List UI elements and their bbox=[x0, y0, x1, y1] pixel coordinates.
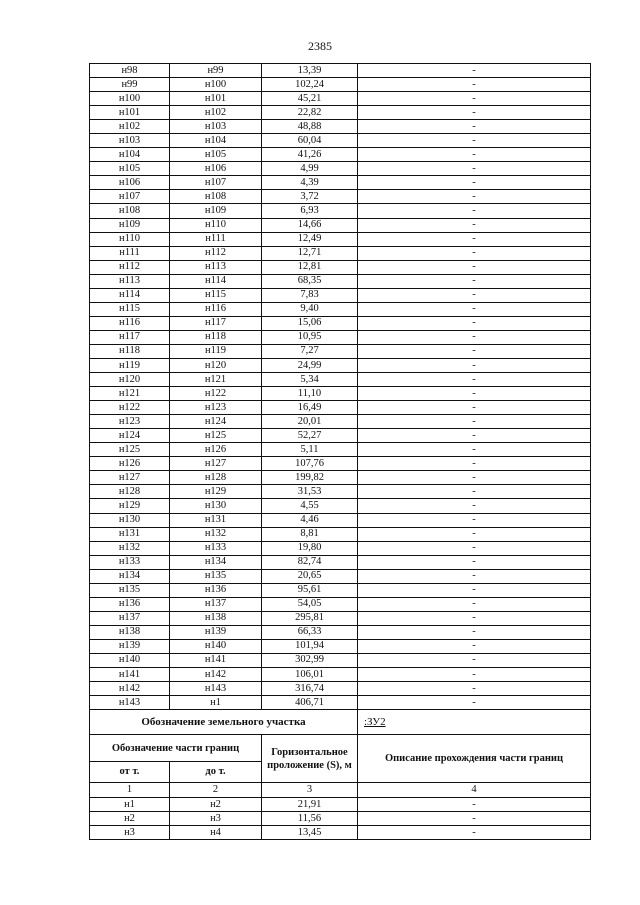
description-cell: - bbox=[358, 682, 591, 696]
from-point-cell: н108 bbox=[90, 204, 170, 218]
table-row bbox=[90, 344, 591, 358]
description-cell: - bbox=[358, 812, 591, 826]
distance-cell: 20,01 bbox=[262, 415, 358, 429]
table-row bbox=[90, 260, 591, 274]
table-row bbox=[90, 541, 591, 555]
description-cell: - bbox=[358, 513, 591, 527]
distance-cell: 31,53 bbox=[262, 485, 358, 499]
table-row bbox=[90, 485, 591, 499]
from-point-cell: н115 bbox=[90, 302, 170, 316]
from-point-cell: н128 bbox=[90, 485, 170, 499]
table-row bbox=[90, 611, 591, 625]
from-point-cell: н130 bbox=[90, 513, 170, 527]
description-cell: - bbox=[358, 344, 591, 358]
distance-cell: 102,24 bbox=[262, 78, 358, 92]
to-point-cell: н118 bbox=[170, 330, 262, 344]
from-point-cell: н98 bbox=[90, 64, 170, 78]
to-point-cell: н119 bbox=[170, 344, 262, 358]
description-cell: - bbox=[358, 232, 591, 246]
to-point-cell: н143 bbox=[170, 682, 262, 696]
distance-cell: 106,01 bbox=[262, 668, 358, 682]
distance-cell: 52,27 bbox=[262, 429, 358, 443]
description-cell: - bbox=[358, 162, 591, 176]
distance-cell: 7,27 bbox=[262, 344, 358, 358]
description-cell: - bbox=[358, 218, 591, 232]
table-row bbox=[90, 288, 591, 302]
table-row bbox=[90, 639, 591, 653]
table-row bbox=[90, 302, 591, 316]
to-point-cell: н99 bbox=[170, 64, 262, 78]
to-point-cell: н125 bbox=[170, 429, 262, 443]
table-row bbox=[90, 798, 591, 812]
distance-cell: 101,94 bbox=[262, 639, 358, 653]
to-point-cell: н116 bbox=[170, 302, 262, 316]
from-point-cell: н131 bbox=[90, 527, 170, 541]
page-number: 2385 bbox=[308, 39, 332, 53]
distance-cell: 4,46 bbox=[262, 513, 358, 527]
description-cell: - bbox=[358, 499, 591, 513]
column-number: 2 bbox=[170, 783, 262, 798]
from-point-cell: н107 bbox=[90, 190, 170, 204]
distance-cell: 12,81 bbox=[262, 260, 358, 274]
distance-cell: 4,99 bbox=[262, 162, 358, 176]
description-cell: - bbox=[358, 148, 591, 162]
from-point-cell: н101 bbox=[90, 106, 170, 120]
to-point-cell: н139 bbox=[170, 625, 262, 639]
description-cell: - bbox=[358, 176, 591, 190]
table-row bbox=[90, 316, 591, 330]
from-point-cell: н118 bbox=[90, 344, 170, 358]
description-cell: - bbox=[358, 302, 591, 316]
description-cell: - bbox=[358, 569, 591, 583]
to-point-cell: н114 bbox=[170, 274, 262, 288]
to-point-cell: н135 bbox=[170, 569, 262, 583]
parcel-label: Обозначение земельного участка bbox=[90, 710, 358, 735]
distance-cell: 12,49 bbox=[262, 232, 358, 246]
from-point-cell: н120 bbox=[90, 373, 170, 387]
to-point-cell: н3 bbox=[170, 812, 262, 826]
description-cell: - bbox=[358, 204, 591, 218]
distance-cell: 15,06 bbox=[262, 316, 358, 330]
to-point-cell: н117 bbox=[170, 316, 262, 330]
from-header: от т. bbox=[90, 762, 170, 783]
from-point-cell: н129 bbox=[90, 499, 170, 513]
distance-cell: 295,81 bbox=[262, 611, 358, 625]
description-cell: - bbox=[358, 597, 591, 611]
from-point-cell: н135 bbox=[90, 583, 170, 597]
table-row bbox=[90, 471, 591, 485]
distance-cell: 10,95 bbox=[262, 330, 358, 344]
to-point-cell: н136 bbox=[170, 583, 262, 597]
boundary-table bbox=[89, 63, 591, 840]
from-point-cell: н134 bbox=[90, 569, 170, 583]
distance-cell: 48,88 bbox=[262, 120, 358, 134]
distance-cell: 20,65 bbox=[262, 569, 358, 583]
to-point-cell: н104 bbox=[170, 134, 262, 148]
from-point-cell: н113 bbox=[90, 274, 170, 288]
to-point-cell: н4 bbox=[170, 826, 262, 840]
to-point-cell: н111 bbox=[170, 232, 262, 246]
table-row bbox=[90, 106, 591, 120]
from-point-cell: н132 bbox=[90, 541, 170, 555]
description-cell: - bbox=[358, 64, 591, 78]
description-cell: - bbox=[358, 274, 591, 288]
distance-cell: 82,74 bbox=[262, 555, 358, 569]
from-point-cell: н3 bbox=[90, 826, 170, 840]
distance-cell: 22,82 bbox=[262, 106, 358, 120]
from-point-cell: н1 bbox=[90, 798, 170, 812]
distance-cell: 66,33 bbox=[262, 625, 358, 639]
from-point-cell: н143 bbox=[90, 696, 170, 710]
column-number: 3 bbox=[262, 783, 358, 798]
description-cell: - bbox=[358, 555, 591, 569]
from-point-cell: н104 bbox=[90, 148, 170, 162]
from-point-cell: н142 bbox=[90, 682, 170, 696]
from-point-cell: н102 bbox=[90, 120, 170, 134]
table-row bbox=[90, 148, 591, 162]
table-row bbox=[90, 218, 591, 232]
description-header: Описание прохождения части границ bbox=[358, 735, 591, 783]
parcel-id: :ЗУ2 bbox=[358, 710, 591, 735]
from-point-cell: н124 bbox=[90, 429, 170, 443]
distance-cell: 24,99 bbox=[262, 358, 358, 372]
description-cell: - bbox=[358, 457, 591, 471]
table-row bbox=[90, 373, 591, 387]
to-point-cell: н105 bbox=[170, 148, 262, 162]
to-point-cell: н138 bbox=[170, 611, 262, 625]
from-point-cell: н111 bbox=[90, 246, 170, 260]
from-point-cell: н122 bbox=[90, 401, 170, 415]
from-point-cell: н110 bbox=[90, 232, 170, 246]
from-point-cell: н140 bbox=[90, 653, 170, 667]
table-row bbox=[90, 387, 591, 401]
from-point-cell: н121 bbox=[90, 387, 170, 401]
distance-cell: 7,83 bbox=[262, 288, 358, 302]
description-cell: - bbox=[358, 668, 591, 682]
table-row bbox=[90, 457, 591, 471]
description-cell: - bbox=[358, 826, 591, 840]
description-cell: - bbox=[358, 316, 591, 330]
to-point-cell: н141 bbox=[170, 653, 262, 667]
description-cell: - bbox=[358, 134, 591, 148]
boundary-rows-zu2 bbox=[90, 798, 591, 840]
from-point-cell: н123 bbox=[90, 415, 170, 429]
distance-cell: 11,10 bbox=[262, 387, 358, 401]
description-cell: - bbox=[358, 653, 591, 667]
from-point-cell: н119 bbox=[90, 358, 170, 372]
table-row bbox=[90, 232, 591, 246]
description-cell: - bbox=[358, 415, 591, 429]
from-point-cell: н136 bbox=[90, 597, 170, 611]
distance-cell: 5,34 bbox=[262, 373, 358, 387]
distance-cell: 107,76 bbox=[262, 457, 358, 471]
description-cell: - bbox=[358, 106, 591, 120]
to-point-cell: н110 bbox=[170, 218, 262, 232]
to-point-cell: н100 bbox=[170, 78, 262, 92]
to-point-cell: н113 bbox=[170, 260, 262, 274]
to-point-cell: н137 bbox=[170, 597, 262, 611]
distance-cell: 95,61 bbox=[262, 583, 358, 597]
to-header: до т. bbox=[170, 762, 262, 783]
table-row bbox=[90, 78, 591, 92]
from-point-cell: н103 bbox=[90, 134, 170, 148]
from-point-cell: н116 bbox=[90, 316, 170, 330]
description-cell: - bbox=[358, 485, 591, 499]
table-row bbox=[90, 513, 591, 527]
to-point-cell: н142 bbox=[170, 668, 262, 682]
to-point-cell: н133 bbox=[170, 541, 262, 555]
distance-cell: 45,21 bbox=[262, 92, 358, 106]
distance-cell: 13,45 bbox=[262, 826, 358, 840]
description-cell: - bbox=[358, 429, 591, 443]
table-row bbox=[90, 812, 591, 826]
table-row bbox=[90, 358, 591, 372]
to-point-cell: н101 bbox=[170, 92, 262, 106]
header-row bbox=[90, 735, 591, 762]
description-cell: - bbox=[358, 330, 591, 344]
table-row bbox=[90, 499, 591, 513]
table-row bbox=[90, 443, 591, 457]
table-row bbox=[90, 527, 591, 541]
table-row bbox=[90, 274, 591, 288]
distance-cell: 16,49 bbox=[262, 401, 358, 415]
description-cell: - bbox=[358, 246, 591, 260]
from-point-cell: н133 bbox=[90, 555, 170, 569]
to-point-cell: н107 bbox=[170, 176, 262, 190]
from-point-cell: н125 bbox=[90, 443, 170, 457]
from-point-cell: н117 bbox=[90, 330, 170, 344]
distance-cell: 13,39 bbox=[262, 64, 358, 78]
to-point-cell: н106 bbox=[170, 162, 262, 176]
to-point-cell: н123 bbox=[170, 401, 262, 415]
description-cell: - bbox=[358, 92, 591, 106]
description-cell: - bbox=[358, 443, 591, 457]
table-row bbox=[90, 696, 591, 710]
from-point-cell: н100 bbox=[90, 92, 170, 106]
description-cell: - bbox=[358, 527, 591, 541]
to-point-cell: н127 bbox=[170, 457, 262, 471]
description-cell: - bbox=[358, 583, 591, 597]
distance-cell: 12,71 bbox=[262, 246, 358, 260]
from-point-cell: н112 bbox=[90, 260, 170, 274]
description-cell: - bbox=[358, 798, 591, 812]
to-point-cell: н121 bbox=[170, 373, 262, 387]
column-number: 4 bbox=[358, 783, 591, 798]
to-point-cell: н140 bbox=[170, 639, 262, 653]
distance-cell: 14,66 bbox=[262, 218, 358, 232]
table-row bbox=[90, 583, 591, 597]
from-point-cell: н139 bbox=[90, 639, 170, 653]
distance-cell: 4,55 bbox=[262, 499, 358, 513]
description-cell: - bbox=[358, 471, 591, 485]
column-number: 1 bbox=[90, 783, 170, 798]
table-row bbox=[90, 429, 591, 443]
table-row bbox=[90, 826, 591, 840]
distance-cell: 199,82 bbox=[262, 471, 358, 485]
to-point-cell: н134 bbox=[170, 555, 262, 569]
distance-cell: 19,80 bbox=[262, 541, 358, 555]
distance-cell: 406,71 bbox=[262, 696, 358, 710]
table-row bbox=[90, 204, 591, 218]
to-point-cell: н2 bbox=[170, 798, 262, 812]
to-point-cell: н128 bbox=[170, 471, 262, 485]
table-row bbox=[90, 190, 591, 204]
distance-cell: 3,72 bbox=[262, 190, 358, 204]
from-point-cell: н138 bbox=[90, 625, 170, 639]
table-row bbox=[90, 120, 591, 134]
from-point-cell: н137 bbox=[90, 611, 170, 625]
to-point-cell: н103 bbox=[170, 120, 262, 134]
distance-cell: 5,11 bbox=[262, 443, 358, 457]
description-cell: - bbox=[358, 120, 591, 134]
table-row bbox=[90, 668, 591, 682]
distance-cell: 11,56 bbox=[262, 812, 358, 826]
to-point-cell: н126 bbox=[170, 443, 262, 457]
distance-cell: 6,93 bbox=[262, 204, 358, 218]
to-point-cell: н115 bbox=[170, 288, 262, 302]
from-point-cell: н114 bbox=[90, 288, 170, 302]
to-point-cell: н132 bbox=[170, 527, 262, 541]
from-point-cell: н109 bbox=[90, 218, 170, 232]
table-row bbox=[90, 330, 591, 344]
table-row bbox=[90, 597, 591, 611]
table-row bbox=[90, 401, 591, 415]
table-row bbox=[90, 162, 591, 176]
distance-cell: 8,81 bbox=[262, 527, 358, 541]
to-point-cell: н109 bbox=[170, 204, 262, 218]
distance-cell: 54,05 bbox=[262, 597, 358, 611]
to-point-cell: н124 bbox=[170, 415, 262, 429]
table-row bbox=[90, 415, 591, 429]
boundary-rows bbox=[90, 64, 591, 710]
table-row bbox=[90, 176, 591, 190]
table-row bbox=[90, 682, 591, 696]
from-point-cell: н127 bbox=[90, 471, 170, 485]
table-row bbox=[90, 555, 591, 569]
to-point-cell: н102 bbox=[170, 106, 262, 120]
to-point-cell: н1 bbox=[170, 696, 262, 710]
description-cell: - bbox=[358, 373, 591, 387]
table-row bbox=[90, 134, 591, 148]
to-point-cell: н108 bbox=[170, 190, 262, 204]
from-point-cell: н2 bbox=[90, 812, 170, 826]
table-row bbox=[90, 569, 591, 583]
description-cell: - bbox=[358, 78, 591, 92]
column-number-row bbox=[90, 783, 591, 798]
parcel-row bbox=[90, 710, 591, 735]
distance-cell: 60,04 bbox=[262, 134, 358, 148]
distance-cell: 4,39 bbox=[262, 176, 358, 190]
table-row bbox=[90, 625, 591, 639]
description-cell: - bbox=[358, 288, 591, 302]
table-row bbox=[90, 64, 591, 78]
description-cell: - bbox=[358, 387, 591, 401]
distance-cell: 21,91 bbox=[262, 798, 358, 812]
to-point-cell: н122 bbox=[170, 387, 262, 401]
from-point-cell: н126 bbox=[90, 457, 170, 471]
from-point-cell: н99 bbox=[90, 78, 170, 92]
distance-cell: 68,35 bbox=[262, 274, 358, 288]
part-label-header: Обозначение части границ bbox=[90, 735, 262, 762]
description-cell: - bbox=[358, 541, 591, 555]
to-point-cell: н130 bbox=[170, 499, 262, 513]
to-point-cell: н112 bbox=[170, 246, 262, 260]
description-cell: - bbox=[358, 190, 591, 204]
horizontal-header: Горизонтальное проложение (S), м bbox=[262, 735, 358, 783]
description-cell: - bbox=[358, 611, 591, 625]
distance-cell: 41,26 bbox=[262, 148, 358, 162]
description-cell: - bbox=[358, 696, 591, 710]
table-row bbox=[90, 653, 591, 667]
table-row bbox=[90, 246, 591, 260]
from-point-cell: н141 bbox=[90, 668, 170, 682]
distance-cell: 9,40 bbox=[262, 302, 358, 316]
to-point-cell: н131 bbox=[170, 513, 262, 527]
description-cell: - bbox=[358, 625, 591, 639]
to-point-cell: н120 bbox=[170, 358, 262, 372]
description-cell: - bbox=[358, 401, 591, 415]
distance-cell: 316,74 bbox=[262, 682, 358, 696]
description-cell: - bbox=[358, 639, 591, 653]
distance-cell: 302,99 bbox=[262, 653, 358, 667]
from-point-cell: н105 bbox=[90, 162, 170, 176]
to-point-cell: н129 bbox=[170, 485, 262, 499]
description-cell: - bbox=[358, 260, 591, 274]
from-point-cell: н106 bbox=[90, 176, 170, 190]
description-cell: - bbox=[358, 358, 591, 372]
table-row bbox=[90, 92, 591, 106]
